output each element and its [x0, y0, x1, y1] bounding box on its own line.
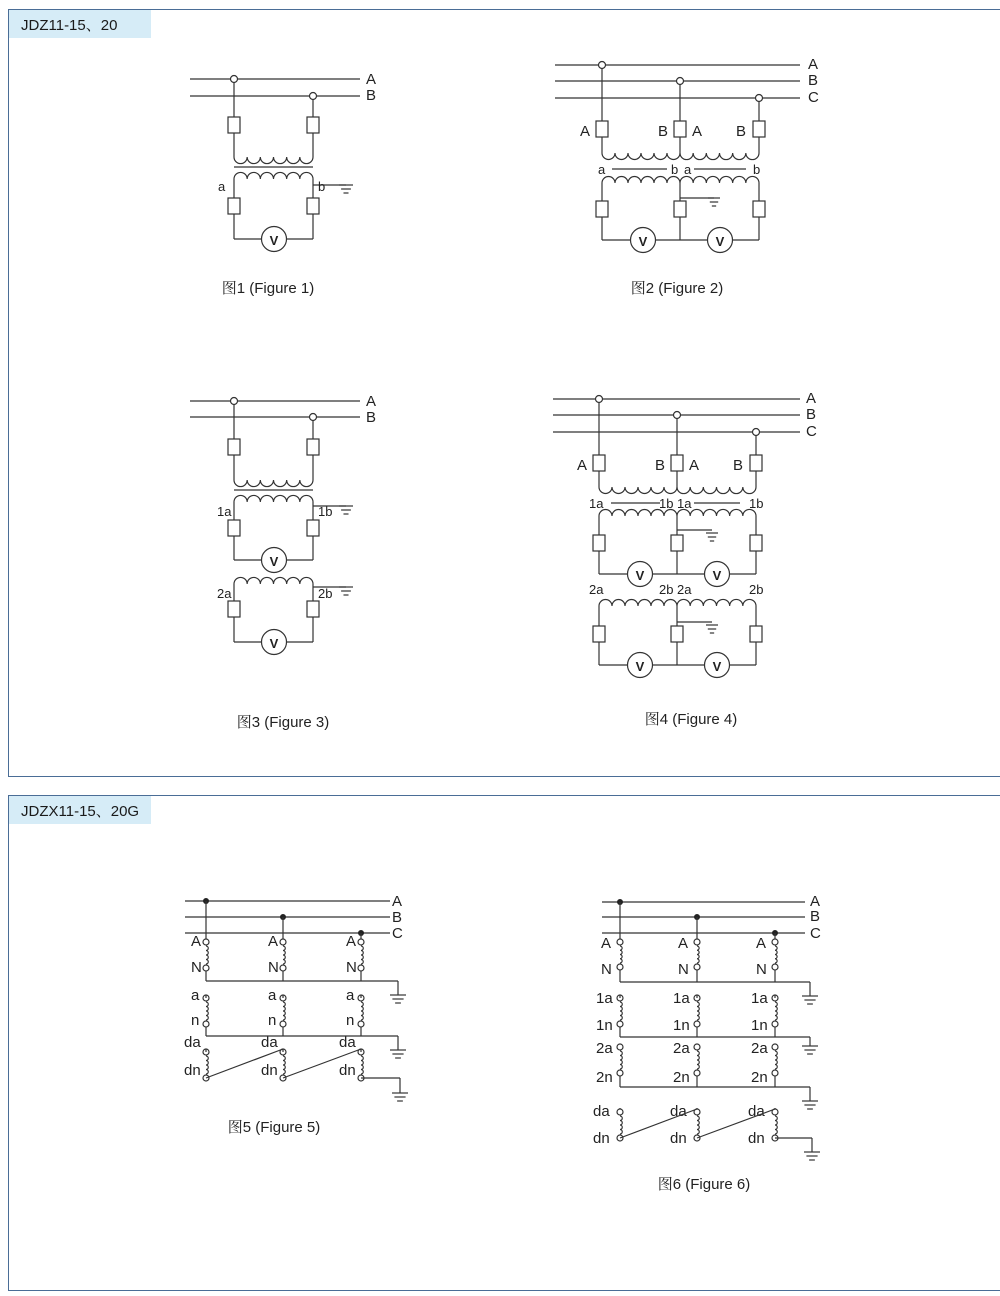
label: 2a [751, 1040, 768, 1057]
label: 1n [751, 1017, 768, 1034]
label: V [712, 659, 722, 674]
label: 1a [589, 496, 604, 511]
label: B [658, 123, 669, 140]
winding-icon [206, 1002, 208, 1020]
terminal-icon [694, 964, 700, 970]
winding-icon [697, 1116, 699, 1134]
label: 图3 (Figure 3) [236, 714, 330, 731]
label: b [318, 179, 326, 194]
label: V [269, 233, 279, 248]
terminal-icon [280, 965, 286, 971]
label: V [712, 568, 722, 583]
fuse-icon [307, 601, 319, 617]
winding-icon [361, 1056, 363, 1074]
winding-icon [602, 153, 680, 160]
label: B [733, 457, 744, 474]
winding-icon [697, 1051, 699, 1069]
label: N [346, 959, 357, 976]
label: b [671, 162, 679, 177]
label: 2b [659, 582, 674, 597]
fuse-icon [228, 439, 240, 455]
winding-icon [283, 946, 285, 964]
label: 1n [673, 1017, 690, 1034]
fuse-icon [753, 201, 765, 217]
figure-5 [184, 893, 408, 1136]
winding-icon [620, 1116, 622, 1134]
label: B [366, 87, 377, 104]
label: 2a [217, 586, 232, 601]
label: A [366, 71, 377, 88]
label: A [392, 893, 403, 910]
winding-icon [283, 1002, 285, 1020]
label: a [346, 987, 355, 1004]
label: n [191, 1012, 200, 1029]
fuse-icon [228, 117, 240, 133]
winding-icon [775, 1002, 777, 1020]
terminal-icon [772, 1044, 778, 1050]
terminal-icon [772, 1021, 778, 1027]
label: 图6 (Figure 6) [657, 1176, 751, 1193]
label: 图5 (Figure 5) [227, 1119, 321, 1136]
label: A [689, 457, 700, 474]
figure-1 [190, 71, 376, 297]
terminal-icon [599, 62, 606, 69]
label: A [346, 933, 357, 950]
terminal-icon [231, 76, 238, 83]
label: 1a [751, 990, 768, 1007]
terminal-icon [596, 396, 603, 403]
label: 1b [659, 496, 674, 511]
fuse-icon [596, 121, 608, 137]
terminal-icon [617, 1109, 623, 1115]
label: A [808, 56, 819, 73]
winding-icon [599, 600, 677, 607]
terminal-icon [753, 429, 760, 436]
label: A [191, 933, 202, 950]
fuse-icon [750, 535, 762, 551]
label: C [806, 423, 817, 440]
terminal-icon [358, 965, 364, 971]
winding-icon [620, 1002, 622, 1020]
figure-6 [593, 893, 821, 1193]
label: 1a [673, 990, 690, 1007]
fuse-icon [228, 198, 240, 214]
winding-icon [775, 1116, 777, 1134]
label: da [593, 1103, 610, 1120]
label: C [808, 89, 819, 106]
terminal-icon [694, 1044, 700, 1050]
winding-icon [677, 487, 756, 494]
terminal-icon [694, 1070, 700, 1076]
terminal-icon [617, 964, 623, 970]
label: 2b [749, 582, 764, 597]
terminal-icon [772, 964, 778, 970]
label: da [748, 1103, 765, 1120]
label: B [808, 72, 819, 89]
terminal-icon [674, 412, 681, 419]
label: a [684, 162, 692, 177]
terminal-icon [358, 1021, 364, 1027]
section-title: JDZ11-15、20 [9, 10, 151, 38]
label: dn [184, 1062, 201, 1079]
winding-icon [283, 1056, 285, 1074]
fuse-icon [307, 117, 319, 133]
terminal-icon [231, 398, 238, 405]
label: a [191, 987, 200, 1004]
label: A [678, 935, 689, 952]
winding-icon [599, 487, 677, 494]
label: N [268, 959, 279, 976]
winding-icon [697, 1002, 699, 1020]
winding-icon [206, 1056, 208, 1074]
label: a [218, 179, 226, 194]
winding-icon [677, 599, 756, 606]
label: A [366, 393, 377, 410]
terminal-icon [203, 1021, 209, 1027]
label: 2n [751, 1069, 768, 1086]
fuse-icon [674, 201, 686, 217]
label: da [184, 1034, 201, 1051]
label: 2a [673, 1040, 690, 1057]
label: a [598, 162, 606, 177]
label: n [346, 1012, 355, 1029]
label: N [678, 961, 689, 978]
label: A [268, 933, 279, 950]
winding-icon [234, 480, 313, 487]
label: n [268, 1012, 277, 1029]
label: A [601, 935, 612, 952]
label: dn [593, 1130, 610, 1147]
label: dn [748, 1130, 765, 1147]
label: B [366, 409, 377, 426]
figure-3 [190, 393, 376, 731]
fuse-icon [228, 601, 240, 617]
label: 图2 (Figure 2) [630, 280, 724, 297]
fuse-icon [753, 121, 765, 137]
fuse-icon [674, 121, 686, 137]
terminal-icon [772, 1070, 778, 1076]
label: 图4 (Figure 4) [644, 711, 738, 728]
winding-icon [234, 172, 313, 179]
label: B [806, 406, 817, 423]
label: A [577, 457, 588, 474]
label: V [638, 234, 648, 249]
winding-icon [775, 946, 777, 963]
label: 1b [318, 504, 333, 519]
label: 图1 (Figure 1) [221, 280, 315, 297]
fuse-icon [307, 520, 319, 536]
label: 2n [673, 1069, 690, 1086]
figure-4 [553, 390, 817, 728]
label: V [269, 554, 279, 569]
figure-2 [555, 56, 819, 297]
terminal-icon [358, 939, 364, 945]
terminal-icon [280, 1021, 286, 1027]
fuse-icon [671, 626, 683, 642]
label: N [191, 959, 202, 976]
label: 1b [749, 496, 764, 511]
label: 1a [677, 496, 692, 511]
fuse-icon [593, 626, 605, 642]
label: dn [339, 1062, 356, 1079]
label: 1a [596, 990, 613, 1007]
label: V [269, 636, 279, 651]
label: 2n [596, 1069, 613, 1086]
winding-icon [361, 946, 363, 964]
label: C [392, 925, 403, 942]
winding-icon [234, 157, 313, 164]
terminal-icon [203, 965, 209, 971]
winding-icon [620, 946, 622, 963]
label: 1a [217, 504, 232, 519]
label: a [268, 987, 277, 1004]
terminal-icon [694, 1021, 700, 1027]
section-title: JDZX11-15、20G [9, 796, 151, 824]
terminal-icon [203, 939, 209, 945]
winding-icon [680, 153, 759, 160]
label: 2a [677, 582, 692, 597]
label: 2a [596, 1040, 613, 1057]
label: A [756, 935, 767, 952]
label: A [806, 390, 817, 407]
fuse-icon [671, 455, 683, 471]
terminal-icon [756, 95, 763, 102]
fuse-icon [750, 455, 762, 471]
fuse-icon [307, 439, 319, 455]
fuse-icon [593, 535, 605, 551]
label: da [261, 1034, 278, 1051]
label: B [392, 909, 403, 926]
terminal-icon [677, 78, 684, 85]
label: N [601, 961, 612, 978]
terminal-icon [310, 414, 317, 421]
winding-icon [602, 177, 680, 184]
terminal-icon [617, 939, 623, 945]
winding-icon [680, 176, 759, 183]
terminal-icon [310, 93, 317, 100]
label: 2a [589, 582, 604, 597]
winding-icon [234, 577, 313, 584]
label: dn [261, 1062, 278, 1079]
winding-icon [206, 946, 208, 964]
fuse-icon [228, 520, 240, 536]
terminal-icon [617, 1044, 623, 1050]
terminal-icon [772, 939, 778, 945]
terminal-icon [617, 1021, 623, 1027]
label: B [810, 908, 821, 925]
winding-icon [234, 495, 313, 502]
label: b [753, 162, 761, 177]
label: N [756, 961, 767, 978]
label: 2b [318, 586, 333, 601]
label: A [810, 893, 821, 910]
label: 1n [596, 1017, 613, 1034]
terminal-icon [280, 939, 286, 945]
label: V [635, 659, 645, 674]
label: A [692, 123, 703, 140]
label: dn [670, 1130, 687, 1147]
winding-icon [775, 1051, 777, 1069]
fuse-icon [671, 535, 683, 551]
fuse-icon [596, 201, 608, 217]
fuse-icon [750, 626, 762, 642]
terminal-icon [617, 1070, 623, 1076]
label: da [670, 1103, 687, 1120]
winding-icon [697, 946, 699, 963]
terminal-icon [694, 939, 700, 945]
fuse-icon [307, 198, 319, 214]
label: A [580, 123, 591, 140]
label: V [635, 568, 645, 583]
winding-icon [620, 1051, 622, 1069]
winding-icon [361, 1002, 363, 1020]
label: da [339, 1034, 356, 1051]
label: B [736, 123, 747, 140]
label: V [715, 234, 725, 249]
label: C [810, 925, 821, 942]
fuse-icon [593, 455, 605, 471]
label: B [655, 457, 666, 474]
